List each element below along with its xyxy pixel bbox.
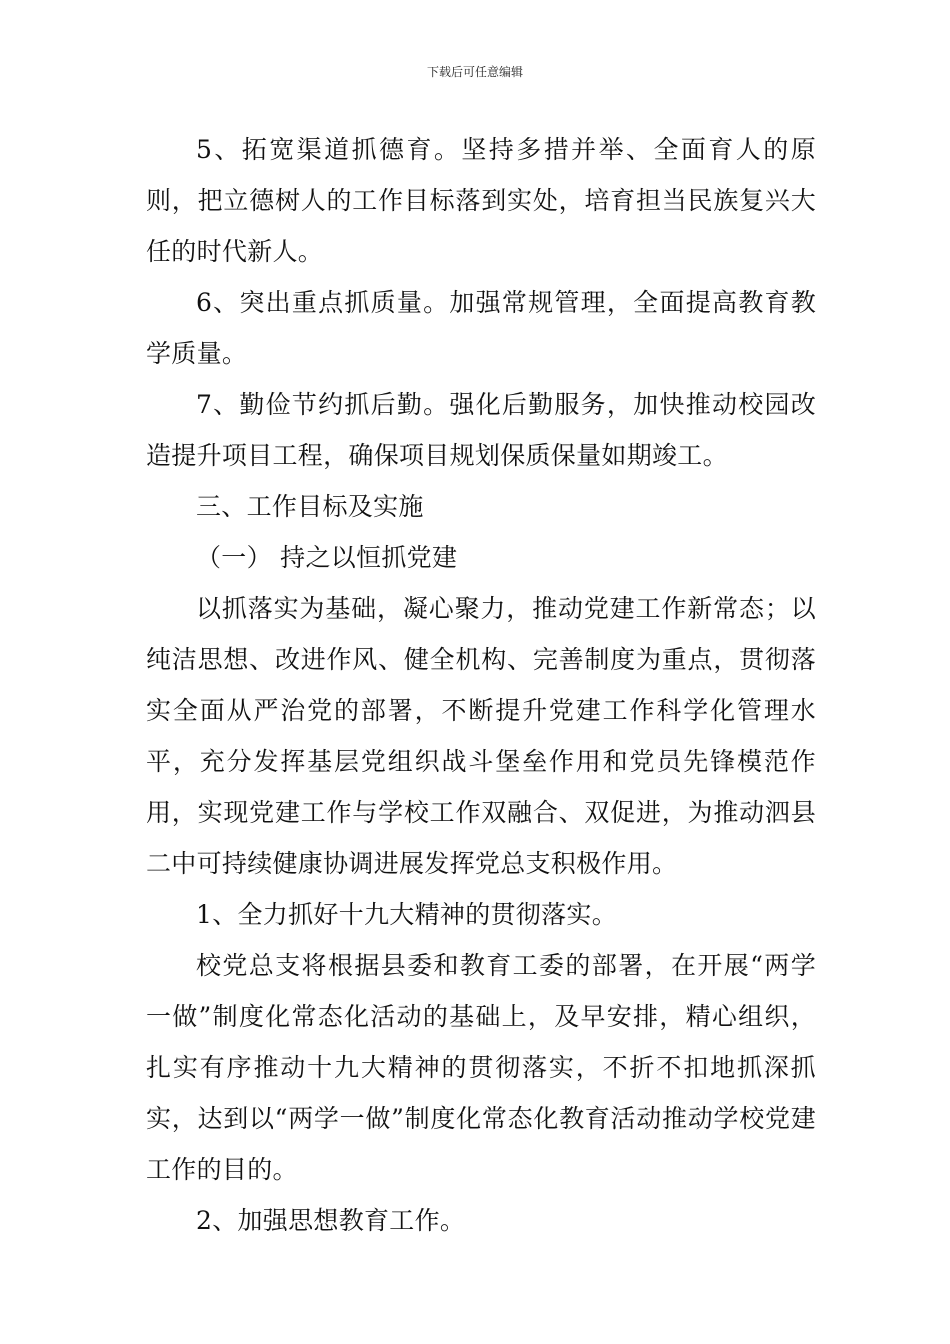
paragraph-item-1-body: 校党总支将根据县委和教育工委的部署，在开展“两学一做”制度化常态化活动的基础上，及早安排，精心组织，扎实有序推动十九大精神的贯彻落实，不折不扣地抓深抓实，达到以“两学一做”制度化常态化教育活动推动学校党建工作的目的。	[146, 951, 816, 1184]
paragraph-item-7-logistics: 7、勤俭节约抓后勤。强化后勤服务，加快推动校园改造提升项目工程，确保项目规划保质保量如期竣工。	[146, 390, 816, 470]
paragraph-item-2-heading: 2、加强思想教育工作。	[196, 1206, 466, 1235]
subsection-heading-party-building: （一） 持之以恒抓党建	[196, 543, 458, 572]
page-header: 下载后可任意编辑	[426, 65, 523, 79]
paragraph-party-building-body: 以抓落实为基础，凝心聚力，推动党建工作新常态；以纯洁思想、改进作风、健全机构、完善制度为重点，贯彻落实全面从严治党的部署，不断提升党建工作科学化管理水平，充分发挥基层党组织战斗堡垒作用和党员先锋模范作用，实现党建工作与学校工作双融合、双促进，为推动泗县二中可持续健康协调进展发挥党总支积极作用。	[146, 594, 816, 878]
section-heading-goals: 三、工作目标及实施	[196, 492, 424, 521]
paragraph-item-5-moral-education: 5、拓宽渠道抓德育。坚持多措并举、全面育人的原则，把立德树人的工作目标落到实处，培育担当民族复兴大任的时代新人。	[146, 135, 816, 266]
paragraph-item-6-quality: 6、突出重点抓质量。加强常规管理，全面提高教育教学质量。	[146, 288, 816, 368]
paragraph-item-1-heading: 1、全力抓好十九大精神的贯彻落实。	[196, 900, 618, 929]
document-body	[146, 124, 816, 1246]
